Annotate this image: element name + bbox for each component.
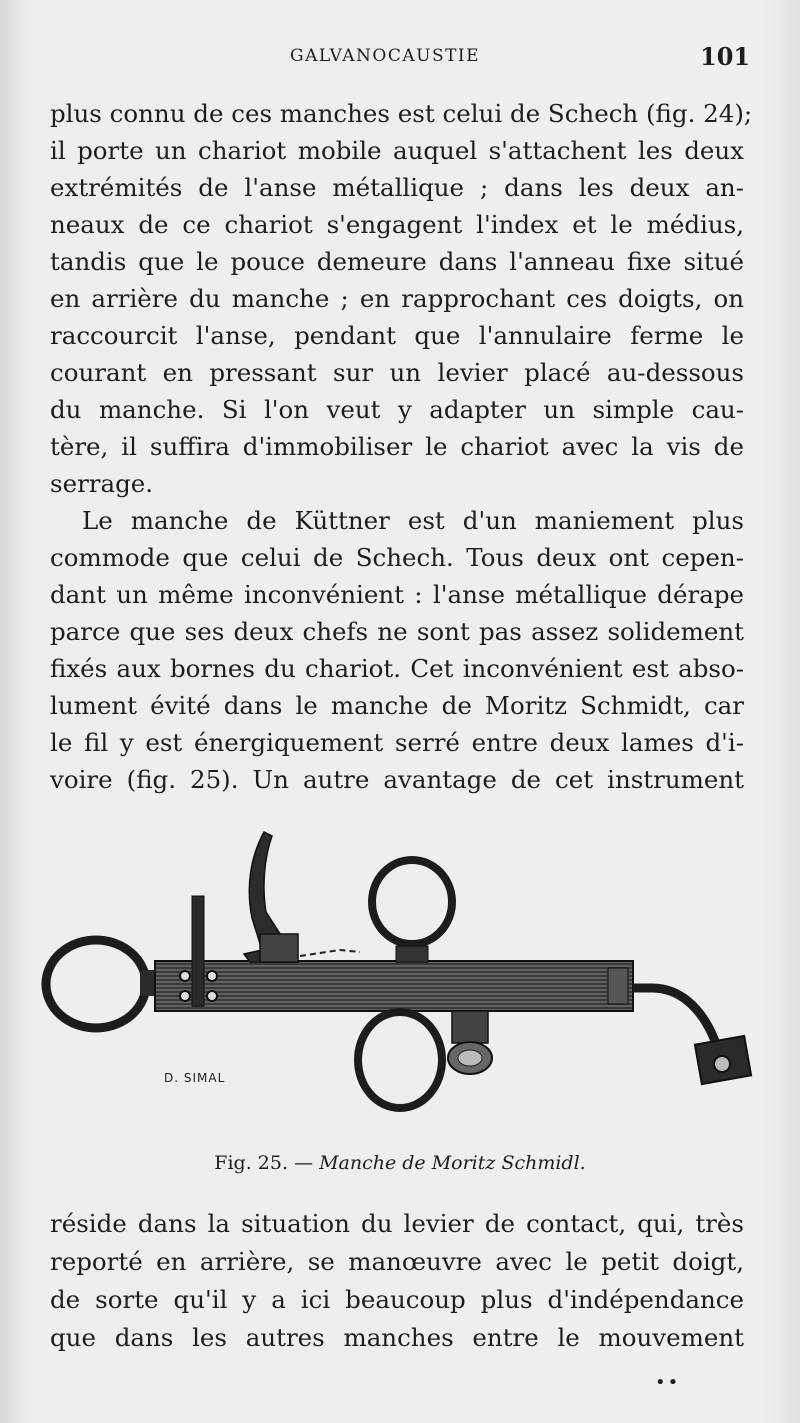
finger-ring-bottom-icon: [358, 1012, 442, 1108]
running-title: GALVANOCAUSTIE: [290, 46, 481, 66]
text-line: réside dans la situation du levier de contact, qui, très: [50, 1209, 744, 1238]
caption-label: Fig. 25. —: [214, 1152, 314, 1174]
text-line: commode que celui de Schech. Tous deux ont cepen-: [50, 543, 744, 572]
page-number: 101: [700, 42, 751, 71]
text-line: du manche. Si l'on veut y adapter un simple cau-: [50, 395, 744, 424]
text-line: extrémités de l'anse métallique ; dans les deux an-: [50, 173, 744, 202]
running-head: [0, 44, 800, 76]
figure-caption: [0, 1152, 800, 1174]
text-line: neaux de ce chariot s'engagent l'index et le médius,: [50, 210, 744, 239]
handle-engraving: [40, 828, 760, 1128]
text-line: dant un même inconvénient : l'anse métallique dérape: [50, 580, 744, 609]
engraver-signature: D. SIMAL: [164, 1071, 226, 1085]
text-line: tandis que le pouce demeure dans l'anneau fixe situé: [50, 247, 744, 276]
thumb-ring-icon: [46, 940, 146, 1028]
finger-ring-top-icon: [372, 860, 452, 944]
text-line: parce que ses deux chefs ne sont pas assez solidement: [50, 617, 744, 646]
text-line: plus connu de ces manches est celui de Schech (fig. 24);: [50, 99, 753, 128]
text-line: fixés aux bornes du chariot. Cet inconvénient est abso-: [50, 654, 744, 683]
text-line: reporté en arrière, se manœuvre avec le petit doigt,: [50, 1247, 744, 1276]
text-line: Le manche de Küttner est d'un maniement plus: [82, 506, 744, 535]
text-line: tère, il suffira d'immobiliser le chariot avec la vis de: [50, 432, 744, 461]
text-line: raccourcit l'anse, pendant que l'annulaire ferme le: [50, 321, 744, 350]
text-line: il porte un chariot mobile auquel s'attachent les deux: [50, 136, 744, 165]
caption-title: Manche de Moritz Schmidl.: [319, 1152, 586, 1174]
text-line: de sorte qu'il y a ici beaucoup plus d'indépendance: [50, 1285, 744, 1314]
text-line: en arrière du manche ; en rapprochant ces doigts, on: [50, 284, 744, 313]
text-line: lument évité dans le manche de Moritz Schmidt, car: [50, 691, 744, 720]
text-line: que dans les autres manches entre le mouvement: [50, 1323, 744, 1352]
text-line: serrage.: [50, 469, 154, 498]
signature-mark: ••: [655, 1372, 681, 1393]
text-line: voire (fig. 25). Un autre avantage de cet instrument: [50, 765, 744, 794]
text-line: le fil y est énergiquement serré entre deux lames d'i-: [50, 728, 744, 757]
handle-shaft-icon: [155, 961, 633, 1011]
text-line: courant en pressant sur un levier placé au-dessous: [50, 358, 744, 387]
figure-25: [40, 828, 760, 1128]
